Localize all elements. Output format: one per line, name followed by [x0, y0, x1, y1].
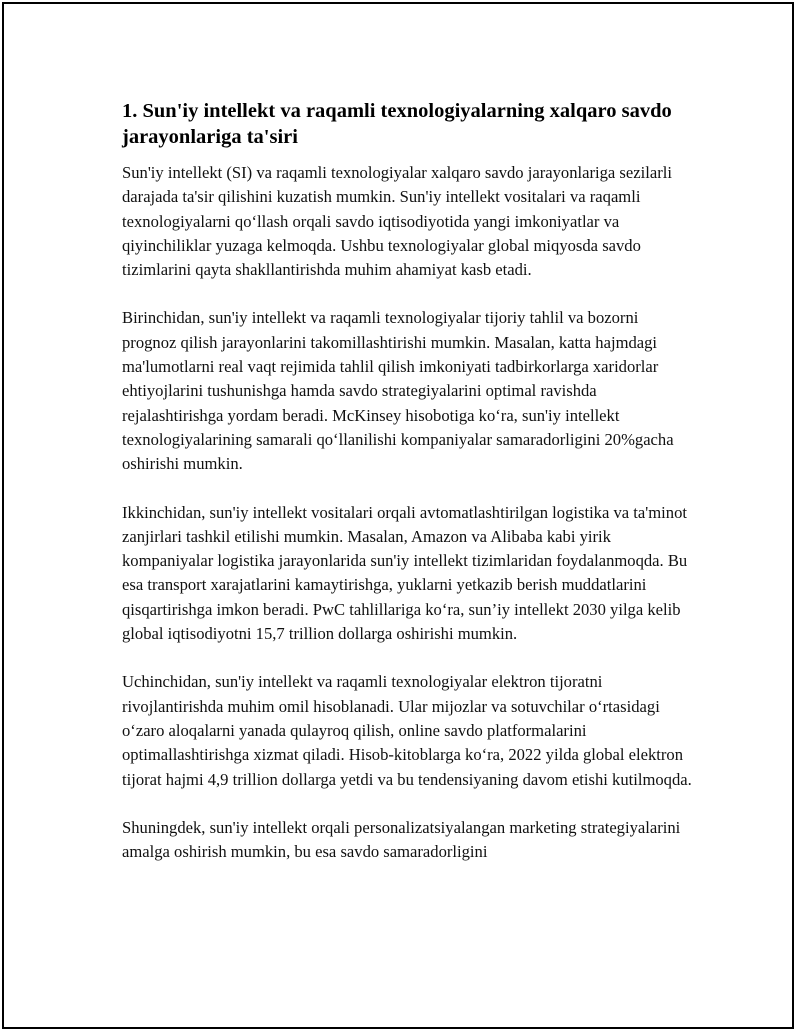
- document-page: [2, 2, 794, 1029]
- paragraph-third-point: Uchinchidan, sun'iy intellekt va raqamli texnologiyalar elektron tijoratni rivojlantirishda muhim omil hisoblanadi. Ular mijozlar va sotuvchilar o‘rtasidagi o‘zaro aloqalarni yanada qulayroq qilish, online savdo platformalarini optimallashtirishga xizmat qiladi. Hisob-kitoblarga ko‘ra, 2022 yilda global elektron tijorat hajmi 4,9 trillion dollarga yetdi va bu tendensiyaning davom etishi kutilmoqda.: [122, 672, 692, 789]
- document-content: [122, 98, 692, 888]
- section-title: 1. Sun'iy intellekt va raqamli texnologiyalarning xalqaro savdo jarayonlariga ta'siri: [122, 100, 672, 148]
- paragraph-first-point: Birinchidan, sun'iy intellekt va raqamli texnologiyalar tijoriy tahlil va bozorni prognoz qilish jarayonlarini takomillashtirishi mumkin. Masalan, katta hajmdagi ma'lumotlarni real vaqt rejimida tahlil qilish imkoniyati tadbirkorlarga xaridorlar ehtiyojlarini tushunishga hamda savdo strategiyalarini optimal ravishda rejalashtirishga yordam beradi. McKinsey hisobotiga ko‘ra, sun'iy intellekt texnologiyalarining samarali qo‘llanilishi kompaniyalar samaradorligini 20%gacha oshirishi mumkin.: [122, 308, 674, 474]
- paragraph-intro: Sun'iy intellekt (SI) va raqamli texnologiyalar xalqaro savdo jarayonlariga sezilarli darajada ta'sir qilishini kuzatish mumkin. Sun'iy intellekt vositalari va raqamli texnologiyalarni qo‘llash orqali savdo iqtisodiyotida yangi imkoniyatlar va qiyinchiliklar yuzaga kelmoqda. Ushbu texnologiyalar global miqyosda savdo tizimlarini qayta shakllantirishda muhim ahamiyat kasb etadi.: [122, 163, 672, 280]
- paragraph-continuation: Shuningdek, sun'iy intellekt orqali personalizatsiyalangan marketing strategiyalarini amalga oshirish mumkin, bu esa savdo samaradorligini: [122, 817, 681, 862]
- paragraph-second-point: Ikkinchidan, sun'iy intellekt vositalari orqali avtomatlashtirilgan logistika va ta'minot zanjirlari tashkil etilishi mumkin. Masalan, Amazon va Alibaba kabi yirik kompaniyalar logistika jarayonlarida sun'iy intellekt tizimlaridan foydalanmoqda. Bu esa transport xarajatlarini kamaytirishga, yuklarni yetkazib berish muddatlarini qisqartirishga imkon beradi. PwC tahlillariga ko‘ra, sun’iy intellekt 2030 yilga kelib global iqtisodiyotni 15,7 trillion dollarga oshirishi mumkin.: [122, 502, 688, 644]
